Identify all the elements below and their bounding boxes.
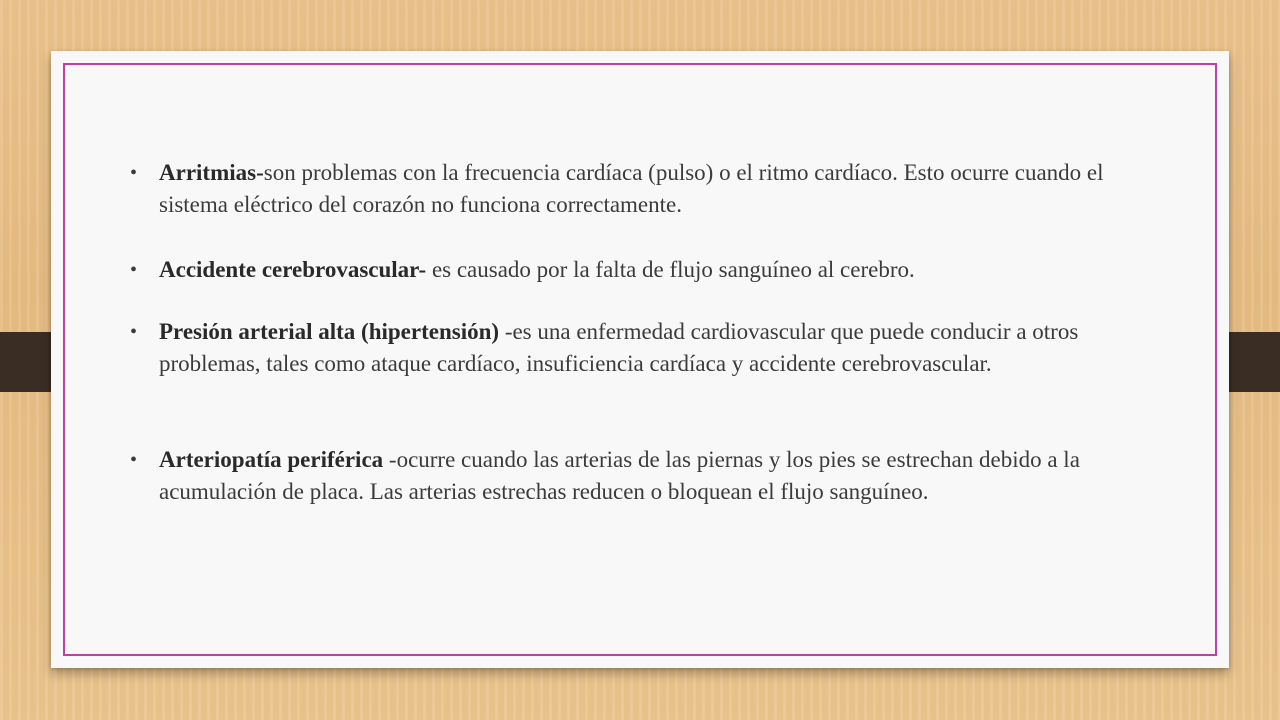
list-item-arteriopatia xyxy=(130,444,1139,508)
list-item-arritmias xyxy=(130,157,1139,221)
list-item-accidente xyxy=(130,254,1139,286)
bullet-icon: • xyxy=(130,162,138,184)
bullet-icon: • xyxy=(130,449,138,471)
item-term: Arteriopatía periférica xyxy=(159,447,384,472)
slide-card xyxy=(51,51,1229,668)
bullet-icon: • xyxy=(130,321,138,343)
item-term: Accidente cerebrovascular- xyxy=(159,257,427,282)
item-text: es causado por la falta de flujo sanguíneo al cerebro. xyxy=(426,257,915,282)
bullet-icon: • xyxy=(130,259,138,281)
item-text: son problemas con la frecuencia cardíaca (pulso) o el ritmo cardíaco. Esto ocurre cuando el sistema eléctrico del corazón no funciona correctamente. xyxy=(159,160,1104,217)
item-text: -ocurre cuando las arterias de las piernas y los pies se estrechan debido a la acumulación de placa. Las arterias estrechas reducen o bloquean el flujo sanguíneo. xyxy=(159,447,1080,504)
item-term: Presión arterial alta (hipertensión) xyxy=(159,319,500,344)
item-term: Arritmias- xyxy=(159,160,264,185)
item-text: -es una enfermedad cardiovascular que puede conducir a otros problemas, tales como ataque cardíaco, insuficiencia cardíaca y accidente cerebrovascular. xyxy=(159,319,1079,376)
list-item-presion xyxy=(130,316,1139,380)
